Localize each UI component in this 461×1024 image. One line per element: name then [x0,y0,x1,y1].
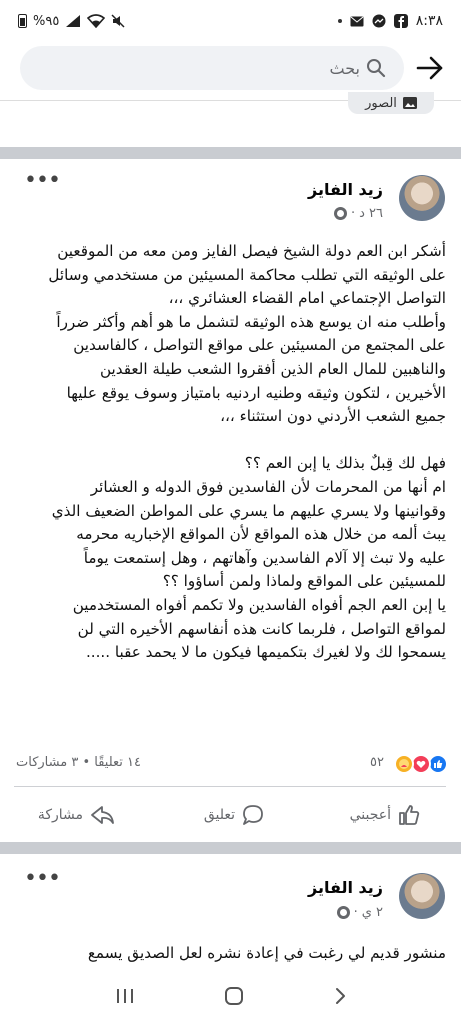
email-icon [350,16,364,27]
post-author[interactable]: زيد الفايز [307,878,383,897]
thumbs-up-icon [397,803,421,827]
post-text-line: لمواقع التواصل ، فلربما كانت هذه أنفاسهم الأخيره التي لن [77,619,446,638]
post-text-line: ام أنها من المحرمات لأن الفاسدين فوق الدوله و العشائر [90,477,446,496]
photos-tab-label: الصور [365,95,397,111]
more-options-icon[interactable]: ••• [24,866,60,891]
post-text-line: للمسيئين على المواقع ولماذا ولمن أساؤوا ؟؟ [162,572,446,591]
facebook-icon [394,14,408,28]
post-text-line: يبث ألمه من خلال هذه المواقع لأن المواقع الإخباريه محرمه [76,525,446,544]
globe-icon [334,207,347,220]
system-navigation-bar [0,968,461,1024]
mute-icon [111,14,125,28]
globe-icon [337,906,350,919]
search-icon [366,58,386,78]
post-text-line: والناهبين للمال العام الذين أفقروا الشعب طيلة العقدين [99,359,446,378]
post-author[interactable]: زيد الفايز [307,180,383,199]
love-reaction-icon [411,754,431,774]
post-text [16,240,446,665]
post-meta [334,206,383,221]
post-text-line: الأخيرين ، لتكون وثيقه وطنيه اردنيه بامتياز وسوف يوقع عليها [66,383,446,402]
wifi-icon [87,14,105,28]
care-reaction-icon [394,754,414,774]
post-text-line: يا إبن العم الجم أفواه الفاسدين ولا تكمم أفواه المستخدمين [72,595,446,614]
like-label: أعجبني [349,807,391,823]
post-text-line: أشكر ابن العم دولة الشيخ فيصل الفايز ومن معه من الموقعين [57,242,446,260]
post-text-line [16,429,446,453]
post-text-line: على الوثيقه التي تطلب محاكمة المسيئين من مستخدمي وسائل [48,265,446,284]
back-icon[interactable] [332,986,348,1006]
messenger-icon [372,14,386,28]
status-bar [0,0,461,42]
post-text-line: فهل لك قِبلٌ بذلك يا إبن العم ؟؟ [244,454,446,473]
post-meta [337,905,383,920]
post-time[interactable]: ٢٦ د [359,206,383,221]
search-placeholder: بحث [329,58,360,78]
home-icon[interactable] [223,985,245,1007]
comments-shares-count[interactable]: ١٤ تعليقًا • ٣ مشاركات [16,755,141,770]
post-text [16,942,446,966]
photos-icon [403,97,417,109]
post-text-line: عليه ولا تبث إلا آلام الفاسدين وآهاتهم ، وهل إستمعت يوماً [83,548,446,567]
battery-level: %٩٥ [33,13,60,29]
post-text-line: التواصل الإجتماعي امام القضاء العشائري ،،، [168,289,446,308]
comment-icon [241,803,265,827]
post-actions [0,797,461,837]
share-icon [89,803,115,827]
avatar[interactable] [399,175,445,221]
reaction-count: ٥٢ [370,755,384,770]
post-text-line: يسمحوا لك ولا لغيرك بتكميمها فيكون ما لا يحمد عقبا ..... [85,643,446,662]
divider [14,786,446,787]
comment-button[interactable] [204,803,265,827]
post-separator [0,842,461,854]
search-input[interactable] [20,46,404,90]
photos-tab-button[interactable] [348,92,434,114]
like-button[interactable] [350,803,421,827]
status-left [18,14,125,29]
meta-separator: · [353,905,358,920]
signal-icon [65,14,81,28]
comment-label: تعليق [203,807,235,823]
share-button[interactable] [38,803,115,827]
post-text-line: منشور قديم لي رغبت في إعادة نشره لعل الصديق يسمع [87,944,446,962]
battery-icon [18,14,27,28]
post-separator [0,147,461,159]
back-arrow-icon[interactable] [414,52,446,84]
status-right [338,13,443,29]
avatar[interactable] [399,873,445,919]
post-text-line: وقوانينها ولا يسري عليهم ما يسري على المواطن الضعيف الذي [51,501,446,520]
search-header [0,44,461,94]
meta-separator: · [350,206,356,221]
more-options-icon[interactable]: ••• [24,168,60,193]
like-reaction-icon [428,754,448,774]
share-label: مشاركة [37,807,83,823]
notification-dot-icon [338,19,342,23]
status-time: ٨:٣٨ [415,13,443,29]
recent-apps-icon[interactable] [114,986,136,1006]
post-text-line: على المجتمع من المسيئين على مواقع التواصل ، كالفاسدين [73,336,446,355]
post-text-line: وأطلب منه ان يوسع هذه الوثيقه لتشمل ما هو أهم وأكثر ضرراً [56,312,446,331]
post-time[interactable]: ٢ ي [361,905,383,920]
reactions-bar[interactable] [0,753,461,775]
post-text-line: جميع الشعب الأردني دون استثناء ،،، [220,407,446,426]
